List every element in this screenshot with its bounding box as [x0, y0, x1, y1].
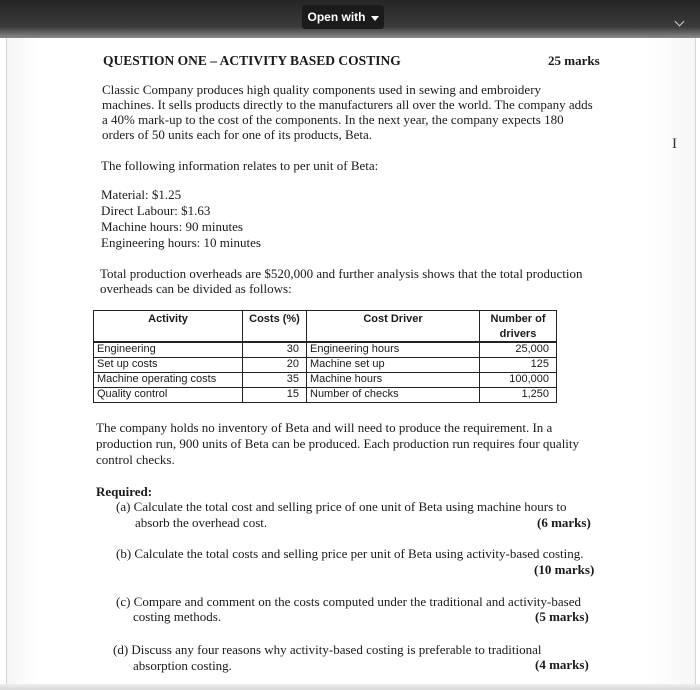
requirement-c-marks: (5 marks) [535, 609, 589, 624]
inventory-line: production run, 900 units of Beta can be produced. Each production run requires four quality [96, 436, 580, 451]
header-cost-driver: Cost Driver [363, 313, 423, 325]
header-number-of-drivers-2: drivers [499, 328, 537, 340]
header-costs: Costs (%) [249, 313, 300, 325]
table-cell-number: 125 [530, 358, 549, 370]
required-label: Required: [96, 484, 153, 499]
requirement-d: (d) Discuss any four reasons why activity-based costing is preferable to traditional [113, 642, 542, 657]
table-cell-activity: Quality control [97, 388, 168, 400]
table-cell-driver: Engineering hours [310, 343, 400, 355]
unit-info-line: Machine hours: 90 minutes [101, 219, 243, 234]
requirement-b: (b) Calculate the total costs and selling price per unit of Beta using activity-based costing. [116, 546, 584, 561]
unit-info-line: Material: $1.25 [101, 187, 182, 202]
intro-line: machines. It sells products directly to the manufacturers all over the world. The company adds [102, 97, 593, 112]
requirement-a: (a) Calculate the total cost and selling price of one unit of Beta using machine hours to [116, 499, 567, 514]
requirement-b-marks: (10 marks) [534, 562, 595, 577]
requirement-d-line2: absorption costing. [133, 658, 232, 673]
requirement-a-line2: absorb the overhead cost. [135, 515, 268, 530]
table-cell-driver: Number of checks [310, 388, 399, 400]
table-cell-number: 1,250 [521, 388, 549, 400]
question-marks: 25 marks [548, 53, 600, 68]
inventory-line: The company holds no inventory of Beta and will need to produce the requirement. In a [96, 420, 553, 435]
table-cell-activity: Machine operating costs [97, 373, 217, 385]
chevron-down-icon [371, 16, 379, 21]
table-cell-activity: Set up costs [97, 358, 158, 370]
following-text: The following information relates to per unit of Beta: [101, 158, 379, 173]
requirement-d-marks: (4 marks) [535, 657, 589, 672]
table-cell-costs: 15 [286, 388, 299, 400]
table-cell-activity: Engineering [97, 343, 156, 355]
header-number-of-drivers: Number of [490, 313, 546, 325]
table-cell-driver: Machine set up [310, 358, 385, 370]
requirement-c: (c) Compare and comment on the costs computed under the traditional and activity-based [116, 594, 581, 609]
header-activity: Activity [148, 313, 188, 325]
requirement-c-line2: costing methods. [133, 609, 222, 624]
table-cell-costs: 35 [286, 373, 299, 385]
table-cell-number: 100,000 [509, 373, 549, 385]
table-cell-costs: 20 [286, 358, 299, 370]
checkmark-icon [675, 17, 685, 27]
table-cell-costs: 30 [286, 343, 299, 355]
overheads-line: Total production overheads are $520,000 and further analysis shows that the total production [100, 266, 583, 281]
unit-info-line: Engineering hours: 10 minutes [101, 235, 261, 250]
inventory-line: control checks. [96, 452, 175, 467]
question-title: QUESTION ONE – ACTIVITY BASED COSTING [103, 53, 401, 68]
text-cursor-icon: I [672, 136, 677, 152]
intro-line: a 40% mark-up to the cost of the components. In the next year, the company expects 180 [102, 112, 564, 127]
page-bottom-edge [0, 684, 700, 690]
overheads-line: overheads can be divided as follows: [100, 281, 292, 296]
viewer-toolbar [0, 0, 700, 38]
table-cell-number: 25,000 [515, 343, 549, 355]
open-with-button[interactable] [302, 5, 384, 29]
intro-line: Classic Company produces high quality components used in sewing and embroidery [102, 82, 542, 97]
open-with-label: Open with [307, 10, 366, 24]
table-cell-driver: Machine hours [310, 373, 383, 385]
unit-info-line: Direct Labour: $1.63 [101, 203, 211, 218]
requirement-a-marks: (6 marks) [537, 515, 591, 530]
intro-line: orders of 50 units each for one of its products, Beta. [102, 127, 373, 142]
